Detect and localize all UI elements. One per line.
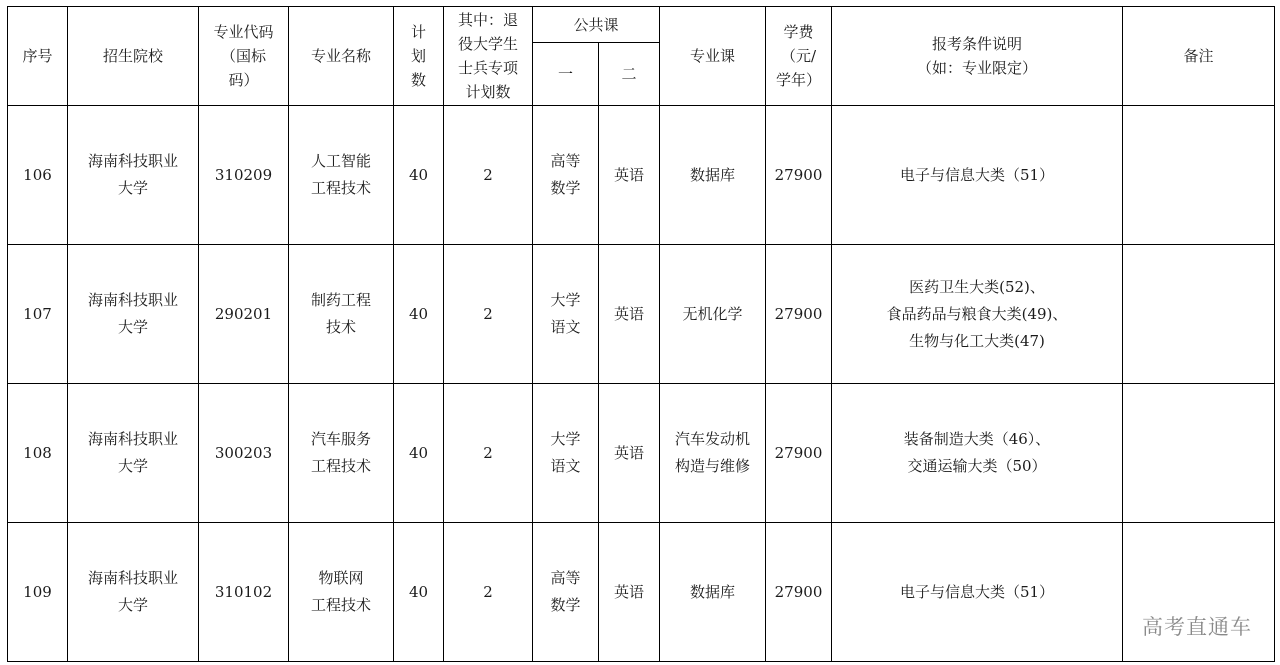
cell-seq: 107 <box>8 245 68 384</box>
cell-conditions: 医药卫生大类(52)、 食品药品与粮食大类(49)、 生物与化工大类(47) <box>832 245 1123 384</box>
cell-school: 海南科技职业 大学 <box>68 245 199 384</box>
cell-fee: 27900 <box>766 384 832 523</box>
cell-remarks <box>1123 384 1275 523</box>
cell-veteran-plan: 2 <box>444 106 533 245</box>
cell-code: 300203 <box>199 384 289 523</box>
cell-fee: 27900 <box>766 106 832 245</box>
header-school: 招生院校 <box>68 7 199 106</box>
cell-public-two: 英语 <box>599 106 660 245</box>
header-fee: 学费 （元/ 学年） <box>766 7 832 106</box>
cell-major-course: 数据库 <box>660 523 766 662</box>
cell-code: 310209 <box>199 106 289 245</box>
watermark: 高考直通车 <box>1142 615 1252 639</box>
cell-public-two: 英语 <box>599 384 660 523</box>
header-veteran-plan: 其中：退 役大学生 士兵专项 计划数 <box>444 7 533 106</box>
cell-code: 290201 <box>199 245 289 384</box>
cell-major-course: 数据库 <box>660 106 766 245</box>
cell-public-one: 大学 语文 <box>533 245 599 384</box>
table-body <box>8 106 1275 662</box>
table-header <box>8 7 1275 106</box>
cell-major-name: 人工智能 工程技术 <box>289 106 394 245</box>
header-public-two: 二 <box>599 43 660 106</box>
header-major-name: 专业名称 <box>289 7 394 106</box>
header-seq: 序号 <box>8 7 68 106</box>
table-row <box>8 245 1275 384</box>
cell-veteran-plan: 2 <box>444 384 533 523</box>
table-row <box>8 384 1275 523</box>
cell-seq: 108 <box>8 384 68 523</box>
header-code: 专业代码 （国标 码） <box>199 7 289 106</box>
cell-fee: 27900 <box>766 245 832 384</box>
header-conditions: 报考条件说明 （如：专业限定） <box>832 7 1123 106</box>
cell-school: 海南科技职业 大学 <box>68 384 199 523</box>
cell-school: 海南科技职业 大学 <box>68 523 199 662</box>
cell-major-course: 汽车发动机 构造与维修 <box>660 384 766 523</box>
cell-conditions: 装备制造大类（46）、 交通运输大类（50） <box>832 384 1123 523</box>
header-remarks: 备注 <box>1123 7 1275 106</box>
cell-plan: 40 <box>394 384 444 523</box>
cell-code: 310102 <box>199 523 289 662</box>
cell-major-name: 汽车服务 工程技术 <box>289 384 394 523</box>
admissions-table <box>7 6 1275 662</box>
cell-conditions: 电子与信息大类（51） <box>832 106 1123 245</box>
cell-plan: 40 <box>394 523 444 662</box>
cell-major-name: 制药工程 技术 <box>289 245 394 384</box>
cell-major-course: 无机化学 <box>660 245 766 384</box>
cell-public-two: 英语 <box>599 245 660 384</box>
cell-remarks <box>1123 245 1275 384</box>
cell-veteran-plan: 2 <box>444 523 533 662</box>
cell-seq: 109 <box>8 523 68 662</box>
cell-public-one: 高等 数学 <box>533 106 599 245</box>
cell-seq: 106 <box>8 106 68 245</box>
cell-major-name: 物联网 工程技术 <box>289 523 394 662</box>
cell-remarks <box>1123 106 1275 245</box>
cell-fee: 27900 <box>766 523 832 662</box>
cell-school: 海南科技职业 大学 <box>68 106 199 245</box>
table-row <box>8 106 1275 245</box>
cell-plan: 40 <box>394 106 444 245</box>
cell-public-two: 英语 <box>599 523 660 662</box>
header-major-course: 专业课 <box>660 7 766 106</box>
header-plan: 计 划 数 <box>394 7 444 106</box>
header-public-course: 公共课 <box>533 7 660 43</box>
cell-veteran-plan: 2 <box>444 245 533 384</box>
cell-conditions: 电子与信息大类（51） <box>832 523 1123 662</box>
table-row <box>8 523 1275 662</box>
cell-plan: 40 <box>394 245 444 384</box>
cell-public-one: 高等 数学 <box>533 523 599 662</box>
cell-public-one: 大学 语文 <box>533 384 599 523</box>
header-public-one: 一 <box>533 43 599 106</box>
